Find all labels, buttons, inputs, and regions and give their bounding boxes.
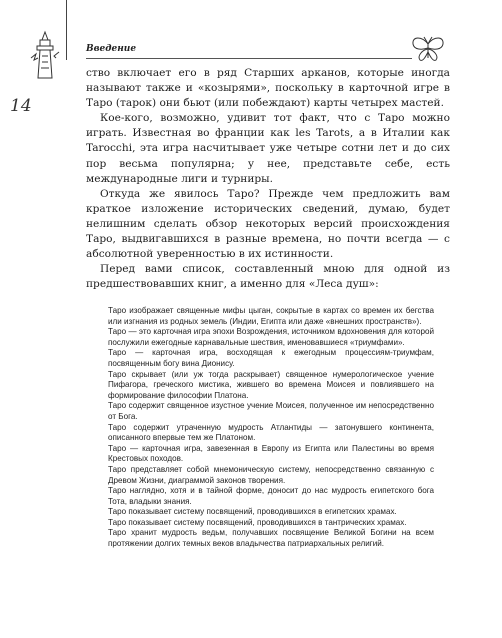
list-item: Таро — карточная игра, завезенная в Европу из Египта или Палестины во время Крестовых походов.	[108, 443, 434, 464]
list-item: Таро представляет собой мнемоническую систему, непосредственно связанную с Древом Жизни, диаграммой законов творения.	[108, 464, 434, 485]
list-item: Таро содержит утраченную мудрость Атлантиды — затонувшего континента, описанного впервые тем же Платоном.	[108, 422, 434, 443]
margin-rule	[66, 0, 67, 60]
paragraph-2: Кое-кого, возможно, удивит тот факт, что с Таро можно играть. Известная во франции как les Tarots, а в Италии как Tarocchi, эта игра насчитывает уже четыре сотни лет и до сих пор весьма популярна; у нее, представьте себе, есть международные лиги и турниры.	[86, 112, 450, 185]
paragraph-1: ство включает его в ряд Старших арканов, которые иногда называют также и «козырями», поскольку в карточной игре в Таро (тарок) они бьют (или побеждают) карты четырех мастей.	[86, 67, 450, 110]
main-text	[86, 66, 450, 292]
list-item: Таро хранит мудрость ведьм, получавших посвящение Великой Богини на всем протяжении долгих темных веков владычества патриархальных религий.	[108, 528, 434, 549]
list-item: Таро скрывает (или уж тогда раскрывает) священное нумерологическое учение Пифагора, греческого мистика, жившего во времена Моисея и повлиявшего на формирование философии Платона.	[108, 369, 434, 400]
paragraph-3: Откуда же явилось Таро? Прежде чем предложить вам краткое изложение исторических сведений, думаю, будет нелишним сделать обзор некоторых версий происхождения Таро, выдвигавшихся в разные времена, но почти всегда — с абсолютной уверенностью в их истинности.	[86, 187, 450, 261]
list-item: Таро — карточная игра, восходящая к ежегодным процессиям-триумфам, посвященным богу вина Дионису.	[108, 348, 434, 368]
list-item: Таро наглядно, хотя и в тайной форме, доносит до нас мудрость египетского бога Тота, владыки знания.	[108, 486, 434, 506]
list-item: Таро содержит священное изустное учение Моисея, полученное им непосредственно от Бога.	[108, 401, 434, 421]
list-item: Таро показывает систему посвящений, проводившихся в египетских храмах.	[108, 507, 397, 517]
header-rule	[86, 58, 412, 59]
paragraph-4: Перед вами список, составленный мною для одной из предшествовавших книг, а именно для «Леса душ»:	[86, 263, 450, 291]
origins-list	[108, 306, 434, 550]
butterfly-icon	[410, 36, 446, 62]
header-title: Введение	[86, 44, 137, 54]
list-item: Таро изображает священные мифы цыган, сокрытые в картах со времен их бегства или изгнания из родных земель (Индии, Египта или даже «внешних пространств»).	[108, 306, 434, 326]
list-item: Таро — это карточная игра эпохи Возрождения, источником вдохновения для которой послужили ежегодные карнавальные шествия, именовавшиеся «триумфами».	[108, 327, 434, 347]
page-number: 14	[10, 96, 32, 116]
tower-icon	[28, 28, 62, 80]
list-item: Таро показывает систему посвящений, проводившихся в тантрических храмах.	[108, 517, 407, 527]
